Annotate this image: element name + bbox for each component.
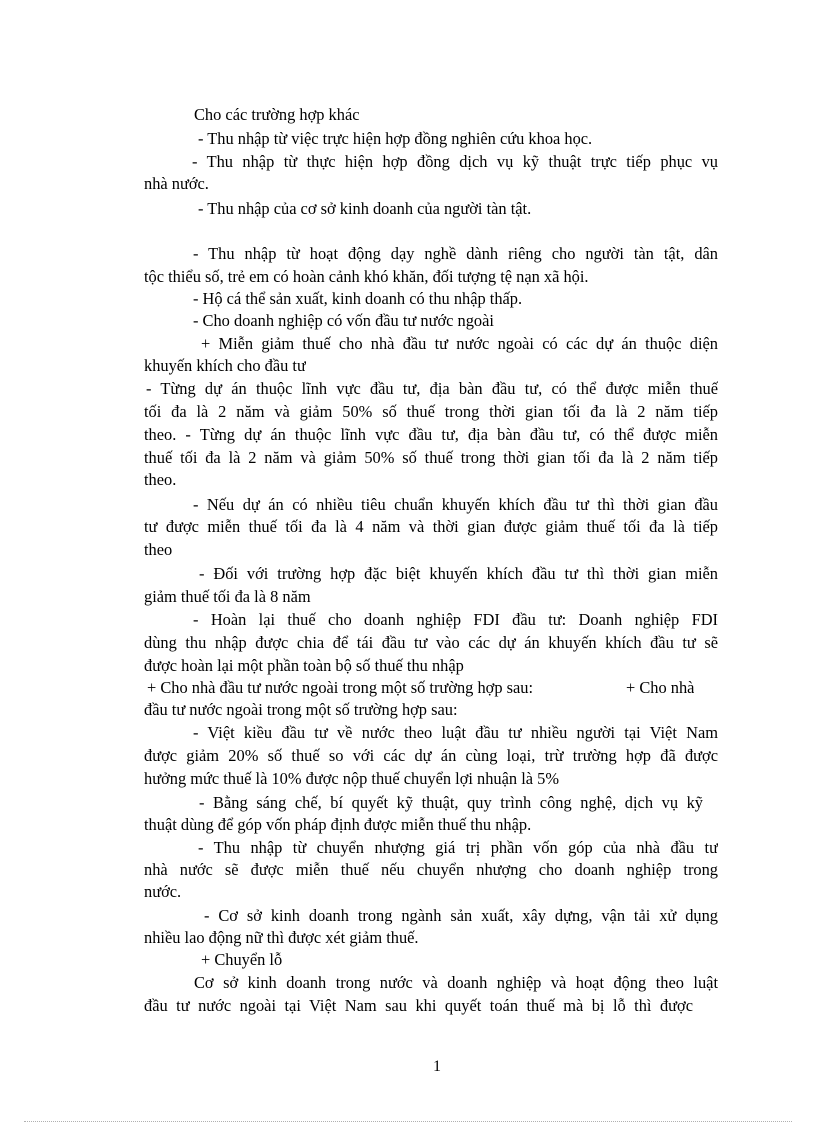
- text-line: + Miễn giảm thuế cho nhà đầu tư nước ngoài có các dự án thuộc diện: [201, 334, 718, 353]
- text-line: tộc thiểu số, trẻ em có hoàn cảnh khó khăn, đối tượng tệ nạn xã hội.: [144, 267, 589, 286]
- text-line: - Hộ cá thể sản xuất, kinh doanh có thu nhập thấp.: [193, 289, 523, 308]
- text-line: - Cho doanh nghiệp có vốn đầu tư nước ngoài: [193, 311, 494, 330]
- text-line: - Từng dự án thuộc lĩnh vực đầu tư, địa bàn đầu tư, có thể được miễn thuế: [146, 379, 718, 398]
- text-line: + Cho nhà đầu tư nước ngoài trong một số trường hợp sau:: [147, 678, 534, 697]
- text-line: hưởng mức thuế là 10% được nộp thuế chuyển lợi nhuận là 5%: [144, 769, 559, 788]
- text-line: nhà nước.: [144, 174, 209, 193]
- text-line: - Thu nhập từ chuyển nhượng giá trị phần vốn góp của nhà đầu tư: [198, 838, 718, 857]
- text-line: thuật dùng để góp vốn pháp định được miễn thuế thu nhập.: [144, 815, 532, 834]
- text-line: - Thu nhập từ hoạt động dạy nghề dành riêng cho người tàn tật, dân: [193, 244, 718, 263]
- text-line: Cơ sở kinh doanh trong nước và doanh nghiệp và hoạt động theo luật: [194, 973, 718, 992]
- text-line: - Việt kiều đầu tư về nước theo luật đầu tư nhiều người tại Việt Nam: [193, 723, 718, 742]
- text-line: theo.: [144, 470, 177, 489]
- text-line: - Thu nhập từ thực hiện hợp đồng dịch vụ kỹ thuật trực tiếp phục vụ: [192, 152, 718, 171]
- text-line: theo. - Từng dự án thuộc lĩnh vực đầu tư, địa bàn đầu tư, có thể được miễn: [144, 425, 718, 444]
- text-line: - Bằng sáng chế, bí quyết kỹ thuật, quy trình công nghệ, dịch vụ kỹ: [199, 793, 703, 812]
- text-line: - Hoàn lại thuế cho doanh nghiệp FDI đầu tư: Doanh nghiệp FDI: [193, 610, 718, 629]
- text-line: khuyến khích cho đầu tư: [144, 356, 306, 375]
- page-bottom-divider: [24, 1121, 792, 1122]
- text-line: giảm thuế tối đa là 8 năm: [144, 587, 311, 606]
- paragraph-heading: Cho các trường hợp khác: [194, 105, 360, 124]
- text-line: - Thu nhập từ việc trực hiện hợp đồng nghiên cứu khoa học.: [198, 129, 593, 148]
- text-line: + Chuyển lỗ: [201, 950, 283, 969]
- text-line: theo: [144, 540, 173, 559]
- text-line: tối đa là 2 năm và giảm 50% số thuế trong thời gian tối đa là 2 năm tiếp: [144, 402, 718, 421]
- text-line: - Đối với trường hợp đặc biệt khuyến khích đầu tư thì thời gian miễn: [199, 564, 718, 583]
- text-line: dùng thu nhập được chia để tái đầu tư vào các dự án khuyến khích đầu tư sẽ: [144, 633, 718, 652]
- text-line: nước.: [144, 882, 182, 901]
- text-line: nhiều lao động nữ thì được xét giảm thuế.: [144, 928, 419, 947]
- text-line: - Cơ sở kinh doanh trong ngành sản xuất, xây dựng, vận tải xử dụng: [204, 906, 718, 925]
- text-line: thuế tối đa là 2 năm và giảm 50% số thuế trong thời gian tối đa là 2 năm tiếp: [144, 448, 718, 467]
- text-line: tư được miễn thuế tối đa là 4 năm và thời gian được giảm thuế tối đa là tiếp: [144, 517, 718, 536]
- text-line: nhà nước sẽ được miễn thuế nếu chuyển nhượng cho doanh nghiệp trong: [144, 860, 718, 879]
- text-line: + Cho nhà: [626, 678, 695, 697]
- text-line: đầu tư nước ngoài tại Việt Nam sau khi quyết toán thuế mà bị lỗ thì được: [144, 996, 693, 1015]
- text-line: - Thu nhập của cơ sở kinh doanh của người tàn tật.: [198, 199, 532, 218]
- text-line: đầu tư nước ngoài trong một số trường hợp sau:: [144, 700, 458, 719]
- text-line: được hoàn lại một phần toàn bộ số thuế thu nhập: [144, 656, 464, 675]
- page-number: 1: [433, 1058, 441, 1075]
- text-line: - Nếu dự án có nhiều tiêu chuẩn khuyến khích đầu tư thì thời gian đầu: [193, 495, 718, 514]
- text-line: được giảm 20% số thuế so với các dự án cùng loại, trừ trường hợp đã được: [144, 746, 718, 765]
